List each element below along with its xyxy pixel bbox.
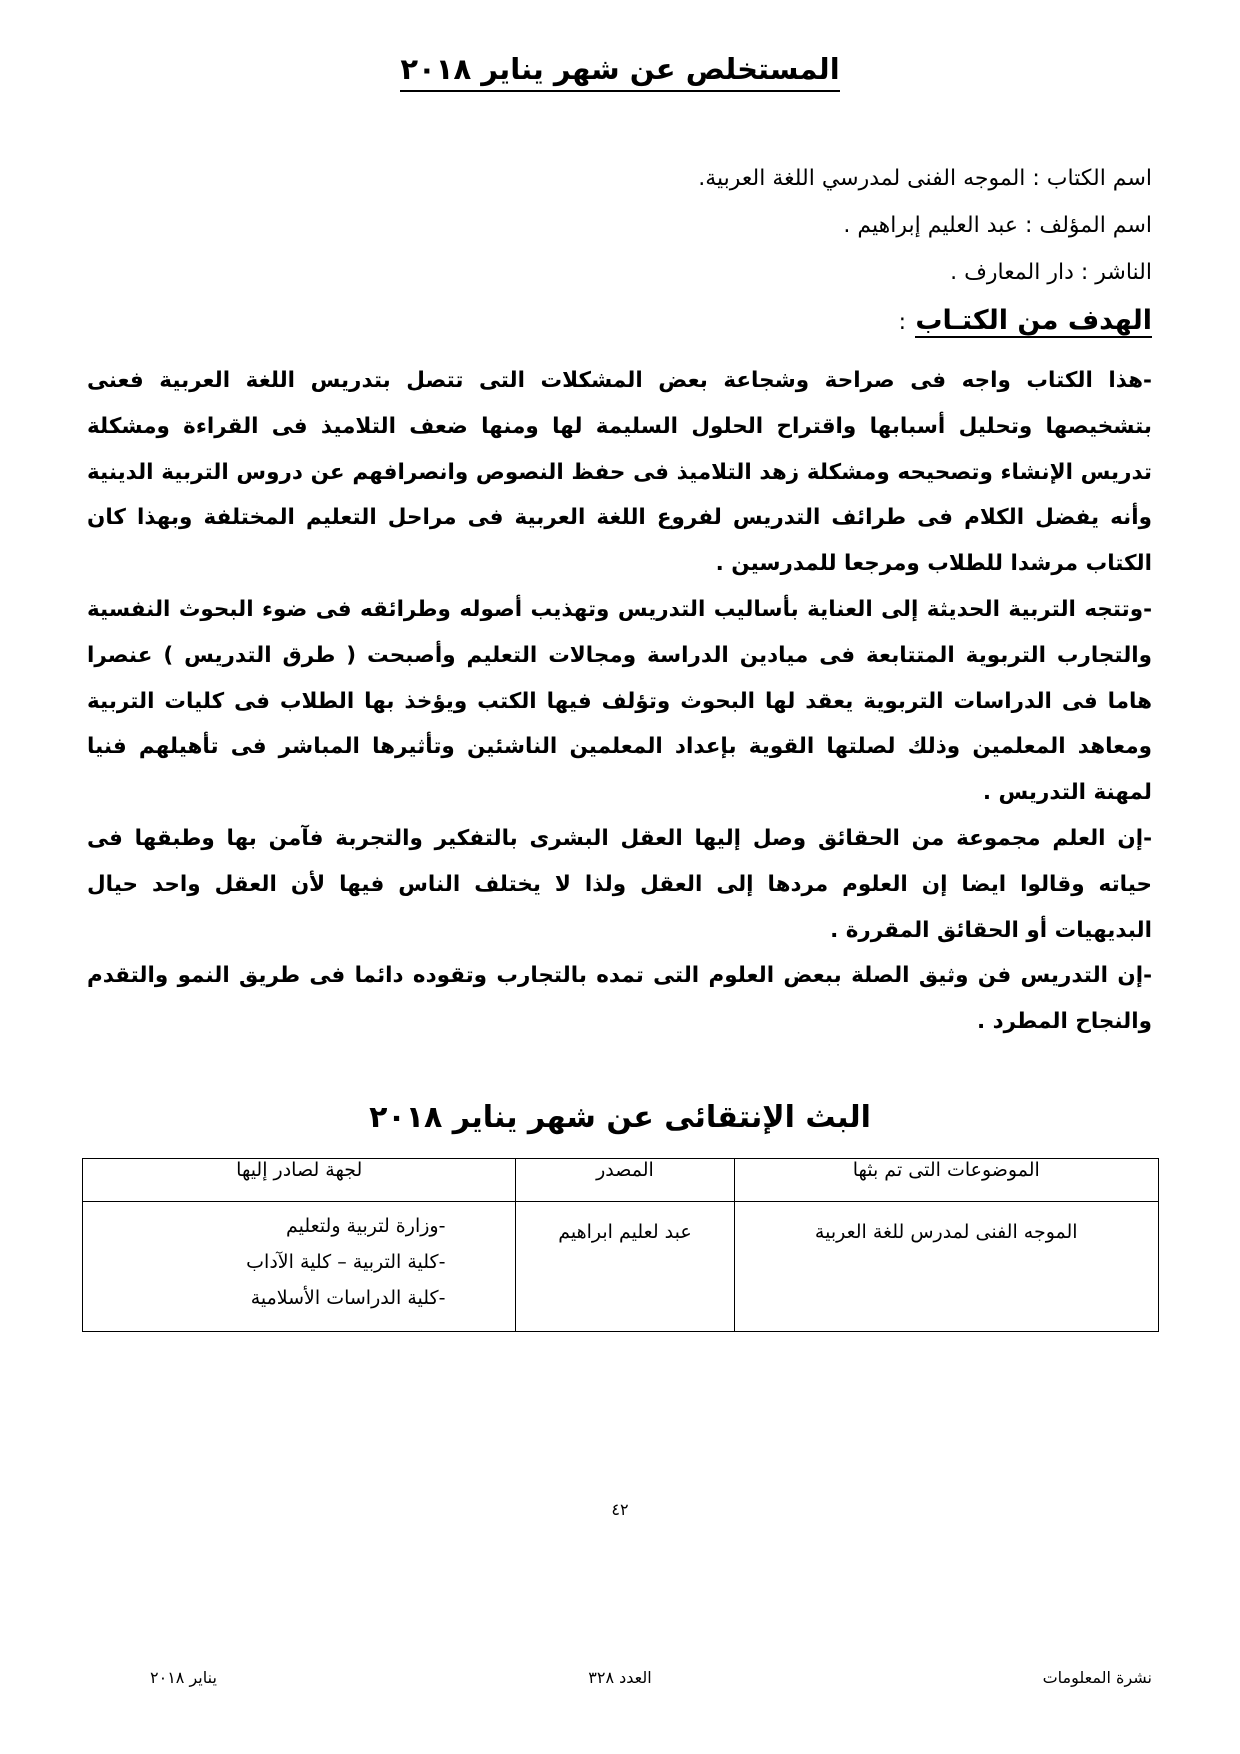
abstract-paragraph: -إن العلم مجموعة من الحقائق وصل إليها العقل البشرى بالتفكير والتجربة فآمن بها وطبقها فى حياته وقالوا ايضا إن العلوم مردها إلى العقل ولذا لا يختلف الناس فيها لأن العقل واحد حيال البديهيات أو الحقائق المقررة . bbox=[87, 825, 1152, 943]
header-topics: الموضوعات التى تم بثها bbox=[734, 1159, 1159, 1202]
cell-source: عبد لعليم ابراهيم bbox=[516, 1202, 734, 1332]
broadcast-table bbox=[82, 1158, 1159, 1332]
cell-recipients bbox=[83, 1202, 516, 1332]
table-header-row bbox=[83, 1159, 1159, 1202]
recipient-item: -كلية التربية – كلية الآداب bbox=[246, 1251, 446, 1273]
goal-heading-colon: : bbox=[898, 310, 906, 335]
page-title-text: المستخلص عن شهر يناير ٢٠١٨ bbox=[400, 52, 839, 92]
header-source: المصدر bbox=[516, 1159, 734, 1202]
cell-topic: الموجه الفنى لمدرس للغة العربية bbox=[734, 1202, 1159, 1332]
book-metadata bbox=[92, 155, 1152, 296]
abstract-body bbox=[87, 358, 1152, 1045]
abstract-paragraph: -هذا الكتاب واجه فى صراحة وشجاعة بعض المشكلات التى تتصل بتدريس اللغة العربية فعنى بتشخيصها وتحليل أسبابها واقتراح الحلول السليمة لها ومنها ضعف التلاميذ فى القراءة ومشكلة تدريس الإنشاء وتصحيحه ومشكلة زهد التلاميذ فى حفظ النصوص وانصرافهم عن دروس التربية الدينية وأنه يفضل الكلام فى طرائف التدريس لفروع اللغة العربية فى مراحل التعليم المختلفة وبهذا كان الكتاب مرشدا للطلاب ومرجعا للمدرسين . bbox=[87, 368, 1152, 577]
goal-heading bbox=[899, 305, 1152, 336]
broadcast-title: البث الإنتقائى عن شهر يناير ٢٠١٨ bbox=[369, 1100, 871, 1135]
book-publisher-line: الناشر : دار المعارف . bbox=[950, 260, 1152, 285]
recipient-item: -كلية الدراسات الأسلامية bbox=[250, 1287, 446, 1309]
header-recipients: لجهة لصادر إليها bbox=[83, 1159, 516, 1202]
page-number: ٤٢ bbox=[611, 1500, 629, 1519]
footer-date: يناير ٢٠١٨ bbox=[150, 1668, 217, 1687]
book-name-line: اسم الكتاب : الموجه الفنى لمدرسي اللغة العربية. bbox=[698, 166, 1152, 191]
footer-publication: نشرة المعلومات bbox=[1042, 1668, 1152, 1687]
abstract-paragraph: -وتتجه التربية الحديثة إلى العناية بأساليب التدريس وتهذيب أصوله وطرائقه فى ضوء البحوث النفسية والتجارب التربوية المتتابعة فى ميادين الدراسة ومجالات التعليم وأصبحت ( طرق التدريس ) عنصرا هاما فى الدراسات التربوية يعقد لها البحوث وتؤلف فيها الكتب ويؤخذ بها الطلاب فى كليات التربية ومعاهد المعلمين وذلك لصلتها القوية بإعداد المعلمين الناشئين وتأثيرها المباشر فى تأهيلهم فنيا لمهنة التدريس . bbox=[87, 596, 1152, 806]
footer-issue: العدد ٣٢٨ bbox=[588, 1668, 652, 1687]
page-title bbox=[0, 52, 1240, 86]
abstract-paragraph: -إن التدريس فن وثيق الصلة ببعض العلوم التى تمده بالتجارب وتقوده دائما فى طريق النمو والتقدم والنجاح المطرد . bbox=[87, 963, 1152, 1035]
recipient-item: -وزارة لتربية ولتعليم bbox=[285, 1215, 446, 1237]
book-author-line: اسم المؤلف : عبد العليم إبراهيم . bbox=[843, 213, 1152, 238]
table-row bbox=[83, 1202, 1159, 1332]
goal-heading-text: الهدف من الكتـاب bbox=[915, 305, 1152, 336]
